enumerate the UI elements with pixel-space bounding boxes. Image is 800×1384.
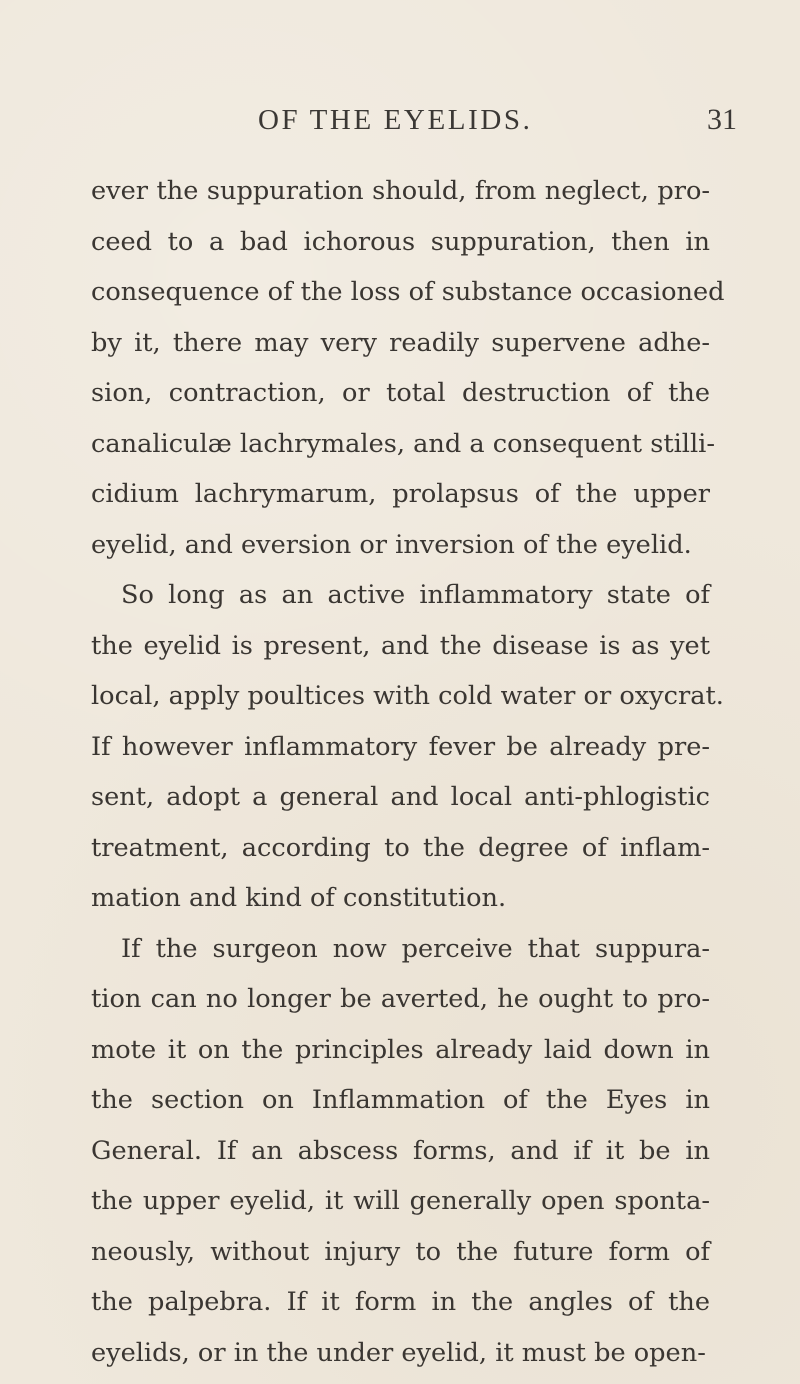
text-line: consequence of the loss of substance occasioned [91, 277, 725, 307]
page-number: 31 [707, 103, 737, 136]
text-line: If the surgeon now perceive that suppura- [121, 933, 710, 964]
text-line: by it, there may very readily supervene adhe- [91, 327, 710, 358]
text-line: So long as an active inflammatory state of [121, 580, 710, 610]
text-line: mation and kind of constitution. [91, 883, 507, 913]
text-line: tion can no longer be averted, he ought to pro- [91, 984, 710, 1014]
text-line: General. If an abscess forms, and if it be in [91, 1135, 710, 1166]
text-line: neously, without injury to the future form of [91, 1236, 710, 1267]
text-line: the eyelid is present, and the disease is as yet [91, 630, 710, 661]
text-line: sion, contraction, or total destruction of the [91, 378, 710, 408]
text-line: mote it on the principles already laid down in [91, 1034, 710, 1065]
text-line: canaliculæ lachrymales, and a consequent stilli- [91, 428, 716, 459]
text-line: eyelid, and eversion or inversion of the eyelid. [91, 529, 692, 560]
text-line: the section on Inflammation of the Eyes in [91, 1085, 710, 1115]
text-line: the upper eyelid, it will generally open sponta- [91, 1186, 710, 1216]
text-line: eyelids, or in the under eyelid, it must be open- [91, 1337, 706, 1368]
text-line: local, apply poultices with cold water or oxycrat. [91, 681, 724, 711]
text-line: If however inflammatory fever be already pre- [91, 731, 710, 762]
text-line: the palpebra. If it form in the angles of the [91, 1287, 710, 1317]
running-head-title: OF THE EYELIDS. [258, 104, 533, 136]
text-line: ceed to a bad ichorous suppuration, then in [91, 226, 710, 257]
text-line: sent, adopt a general and local anti-phlogistic [91, 782, 710, 812]
text-line: ever the suppuration should, from neglect, pro- [91, 176, 710, 206]
text-line: treatment, according to the degree of inflam- [91, 832, 710, 863]
text-line: cidium lachrymarum, prolapsus of the upper [91, 479, 710, 509]
